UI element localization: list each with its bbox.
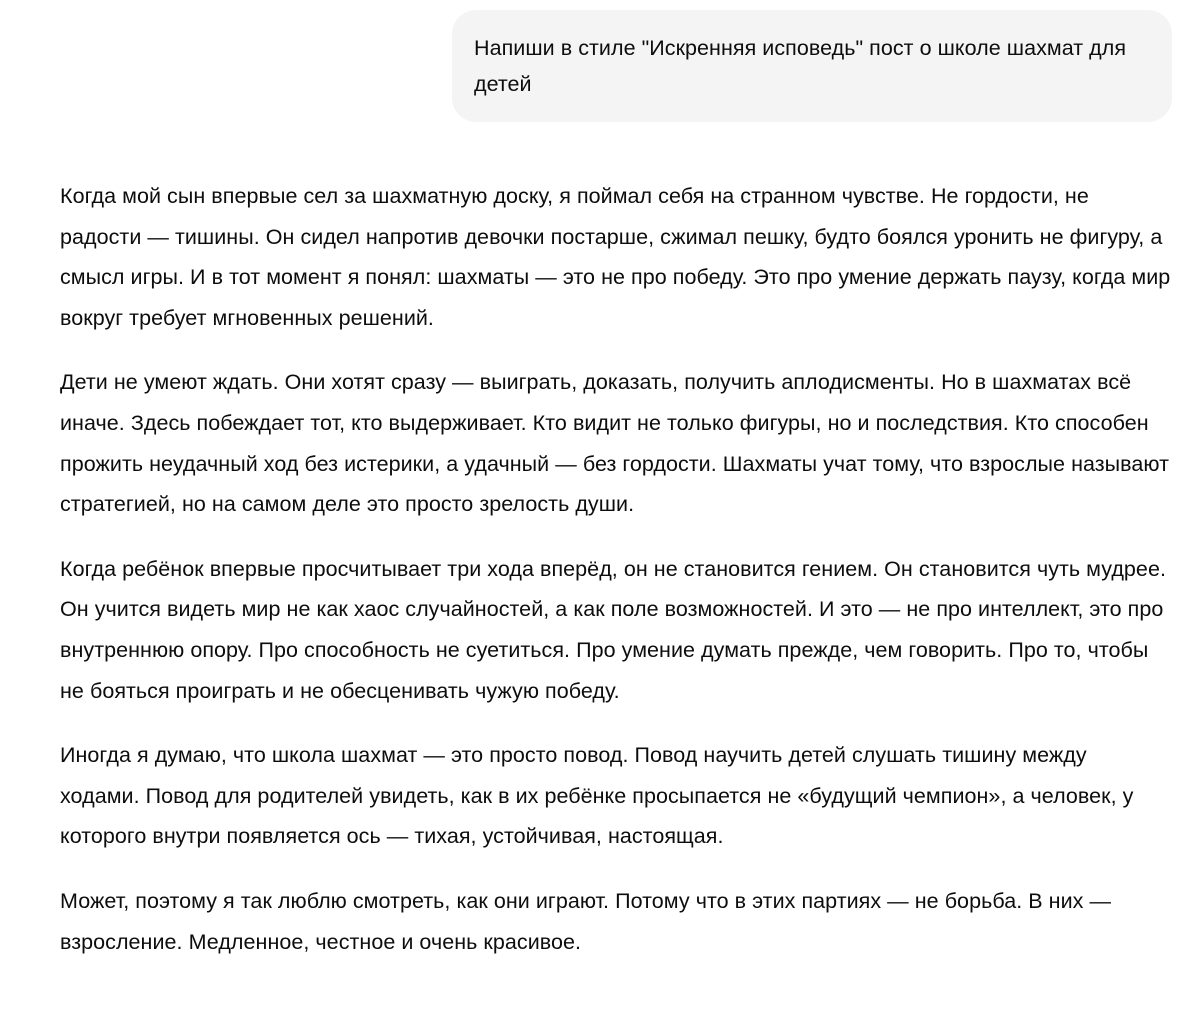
assistant-paragraph-4: Иногда я думаю, что школа шахмат — это просто повод. Повод научить детей слушать тишину между ходами. Повод для родителей увидеть, как в их ребёнке просыпается не «будущий чемпион», а человек, у которого внутри появляется ось — тихая, устойчивая, настоящая. [60,743,1134,849]
user-message-bubble: Напиши в стиле "Искренняя исповедь" пост о школе шахмат для детей [452,10,1172,122]
assistant-paragraph-1: Когда мой сын впервые сел за шахматную доску, я поймал себя на странном чувстве. Не гордости, не радости — тишины. Он сидел напротив девочки постарше, сжимал пешку, будто боялся уронить не фигуру, а смысл игры. И в тот момент я понял: шахматы — это не про победу. Это про умение держать паузу, когда мир вокруг требует мгновенных решений. [60,184,1171,330]
assistant-paragraph-5: Может, поэтому я так люблю смотреть, как они играют. Потому что в этих партиях — не борьба. В них — взросление. Медленное, честное и очень красивое. [60,888,1112,954]
assistant-paragraph-2: Дети не умеют ждать. Они хотят сразу — выиграть, доказать, получить аплодисменты. Но в шахматах всё иначе. Здесь побеждает тот, кто выдерживает. Кто видит не только фигуры, но и последствия. Кто способен прожить неудачный ход без истерики, а удачный — без гордости. Шахматы учат тому, что взрослые называют стратегией, но на самом деле это просто зрелость души. [60,370,1170,517]
assistant-message [60,176,1172,986]
user-message-row [452,10,1172,122]
assistant-paragraph-3: Когда ребёнок впервые просчитывает три хода вперёд, он не становится гением. Он становится чуть мудрее. Он учится видеть мир не как хаос случайностей, а как поле возможностей. И это — не про интеллект, это про внутреннюю опору. Про способность не суетиться. Про умение думать прежде, чем говорить. Про то, чтобы не бояться проиграть и не обесценивать чужую победу. [60,556,1166,703]
